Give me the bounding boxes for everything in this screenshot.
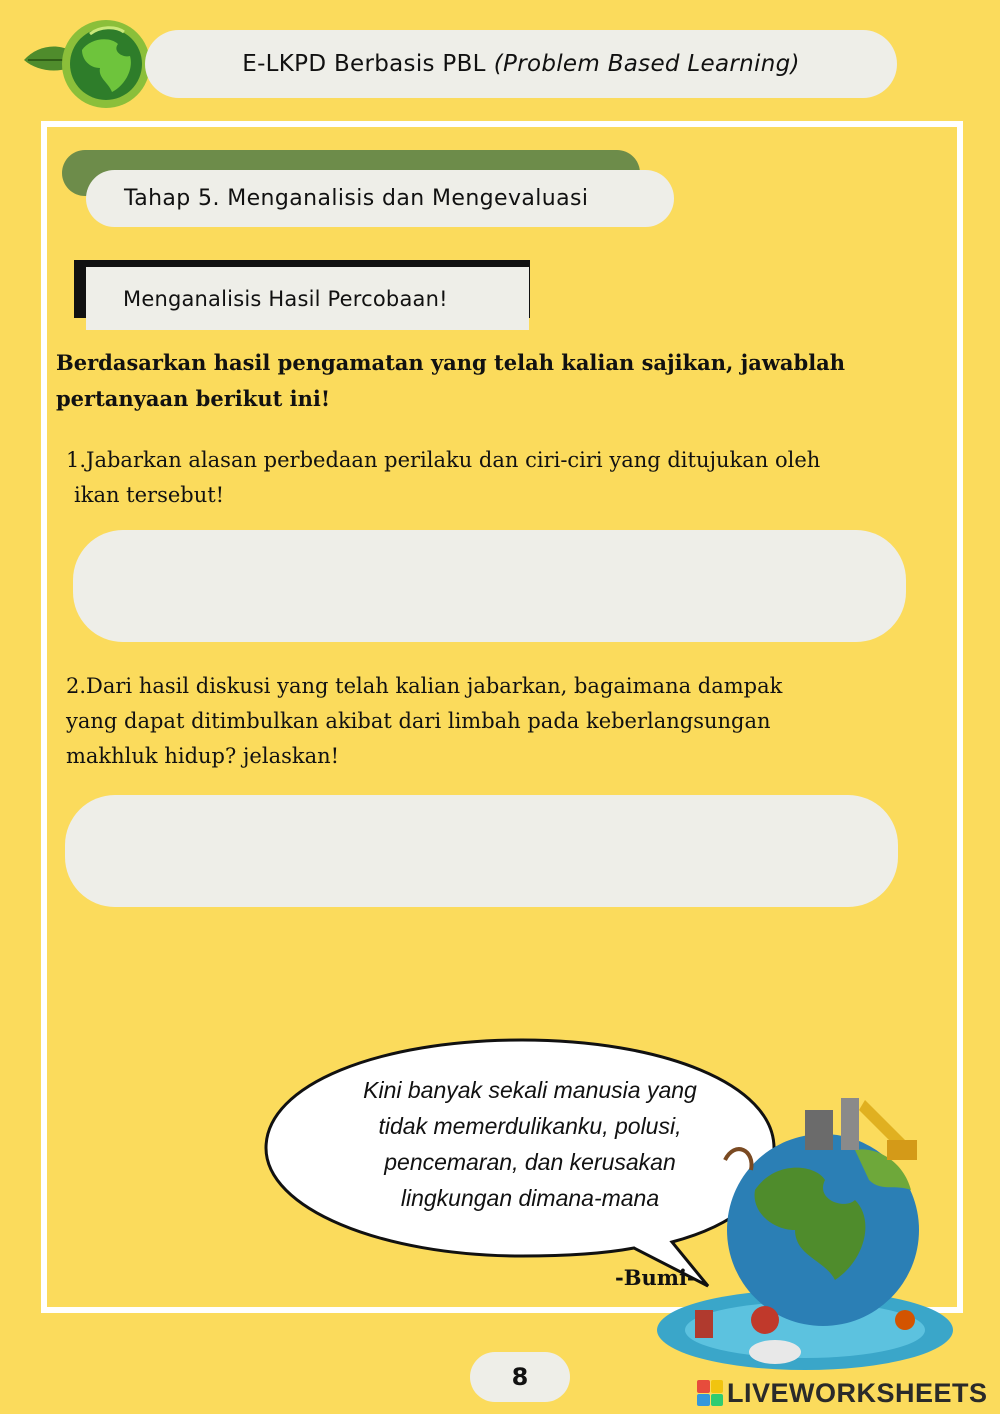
instruction-line-1: Berdasarkan hasil pengamatan yang telah kalian sajikan, jawablah: [56, 350, 846, 375]
instruction-text: [56, 345, 936, 417]
question-1: [66, 443, 946, 513]
stage-title: Tahap 5. Menganalisis dan Mengevaluasi: [86, 170, 674, 227]
header-title: E-LKPD Berbasis PBL: [242, 51, 486, 77]
liveworksheets-watermark: [697, 1377, 988, 1409]
liveworksheets-logo-icon: [697, 1380, 723, 1406]
header-subtitle: (Problem Based Learning): [493, 51, 800, 77]
page-number: 8: [470, 1352, 570, 1402]
question-1-line-1: 1.Jabarkan alasan perbedaan perilaku dan ciri-ciri yang ditujukan oleh: [66, 448, 821, 472]
question-1-line-2: ikan tersebut!: [74, 483, 225, 507]
speech-line-4: lingkungan dimana-mana: [400, 1185, 660, 1211]
header-title-bar: [145, 30, 897, 98]
question-2-line-1: 2.Dari hasil diskusi yang telah kalian jabarkan, bagaimana dampak: [66, 674, 783, 698]
watermark-text: LIVEWORKSHEETS: [727, 1377, 988, 1408]
speech-line-2: tidak memerdulikanku, polusi,: [378, 1113, 682, 1139]
polluted-earth-illustration: [655, 1080, 965, 1380]
globe-leaf-icon: [20, 12, 150, 112]
answer-1-input[interactable]: [73, 530, 906, 642]
question-2: [66, 669, 926, 774]
speech-signature: -Bumi-: [615, 1265, 696, 1290]
question-2-line-2: yang dapat ditimbulkan akibat dari limbah pada keberlangsungan: [66, 709, 771, 733]
section-title: Menganalisis Hasil Percobaan!: [86, 267, 529, 330]
speech-line-3: pencemaran, dan kerusakan: [384, 1149, 676, 1175]
speech-line-1: Kini banyak sekali manusia yang: [363, 1077, 697, 1103]
question-2-line-3: makhluk hidup? jelaskan!: [66, 744, 340, 768]
instruction-line-2: pertanyaan berikut ini!: [56, 386, 331, 411]
answer-2-input[interactable]: [65, 795, 898, 907]
